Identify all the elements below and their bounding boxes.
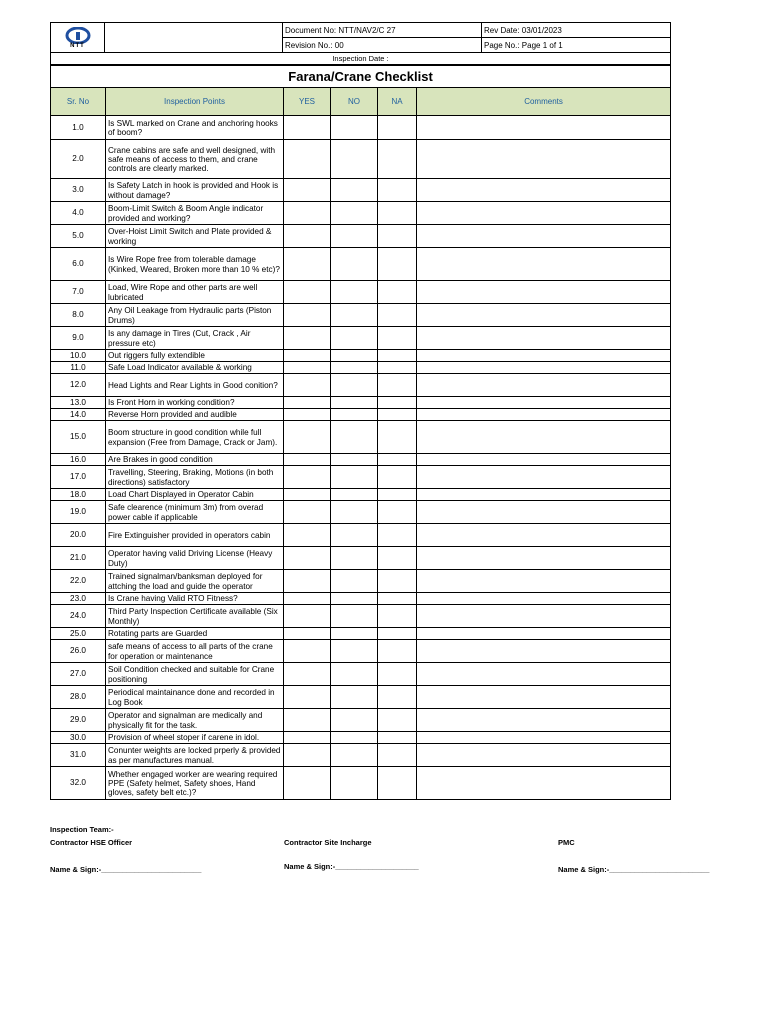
comments-cell[interactable] <box>417 421 671 454</box>
yes-cell[interactable] <box>284 709 331 732</box>
comments-cell[interactable] <box>417 489 671 501</box>
comments-cell[interactable] <box>417 686 671 709</box>
comments-cell[interactable] <box>417 327 671 350</box>
yes-cell[interactable] <box>284 350 331 362</box>
sr-no-cell: 18.0 <box>51 489 106 501</box>
inspection-point-cell: Safe clearence (minimum 3m) from overad power cable if applicable <box>106 501 284 524</box>
no-cell[interactable] <box>331 397 378 409</box>
inspection-point-cell: Boom structure in good condition while full expansion (Free from Damage, Crack or Jam). <box>106 421 284 454</box>
yes-cell[interactable] <box>284 466 331 489</box>
yes-cell[interactable] <box>284 304 331 327</box>
na-cell[interactable] <box>378 421 417 454</box>
inspection-point-cell: Is any damage in Tires (Cut, Crack , Air pressure etc) <box>106 327 284 350</box>
table-row <box>51 628 671 640</box>
yes-cell[interactable] <box>284 663 331 686</box>
comments-cell[interactable] <box>417 570 671 593</box>
header-table <box>50 22 671 65</box>
revision-no: Revision No.: 00 <box>283 38 482 53</box>
na-cell[interactable] <box>378 327 417 350</box>
na-cell[interactable] <box>378 397 417 409</box>
comments-cell[interactable] <box>417 248 671 281</box>
inspection-point-cell: Safe Load Indicator available & working <box>106 362 284 374</box>
yes-cell[interactable] <box>284 605 331 628</box>
table-row <box>51 248 671 281</box>
sr-no-cell: 32.0 <box>51 767 106 800</box>
table-row <box>51 350 671 362</box>
comments-cell[interactable] <box>417 524 671 547</box>
inspection-point-cell: Is Crane having Valid RTO Fitness? <box>106 593 284 605</box>
yes-cell[interactable] <box>284 454 331 466</box>
na-cell[interactable] <box>378 454 417 466</box>
comments-cell[interactable] <box>417 663 671 686</box>
yes-cell[interactable] <box>284 686 331 709</box>
blank-header-cell <box>105 23 283 53</box>
yes-cell[interactable] <box>284 409 331 421</box>
sr-no-cell: 22.0 <box>51 570 106 593</box>
comments-cell[interactable] <box>417 466 671 489</box>
yes-cell[interactable] <box>284 179 331 202</box>
rev-date: Rev Date: 03/01/2023 <box>482 23 671 38</box>
comments-cell[interactable] <box>417 454 671 466</box>
table-row <box>51 179 671 202</box>
sr-no-cell: 30.0 <box>51 732 106 744</box>
comments-cell[interactable] <box>417 640 671 663</box>
inspection-point-cell: Load, Wire Rope and other parts are well lubricated <box>106 281 284 304</box>
no-cell[interactable] <box>331 454 378 466</box>
yes-cell[interactable] <box>284 524 331 547</box>
inspection-point-cell: Periodical maintainance done and recorded in Log Book <box>106 686 284 709</box>
col-comments: Comments <box>417 88 671 116</box>
inspection-point-cell: Third Party Inspection Certificate available (Six Monthly) <box>106 605 284 628</box>
no-cell[interactable] <box>331 547 378 570</box>
comments-cell[interactable] <box>417 362 671 374</box>
inspection-point-cell: Head Lights and Rear Lights in Good conition? <box>106 374 284 397</box>
no-cell[interactable] <box>331 628 378 640</box>
inspection-point-cell: Conunter weights are locked prperly & provided as per manufactures manual. <box>106 744 284 767</box>
na-cell[interactable] <box>378 593 417 605</box>
inspection-point-cell: Load Chart Displayed in Operator Cabin <box>106 489 284 501</box>
table-row <box>51 374 671 397</box>
na-cell[interactable] <box>378 304 417 327</box>
yes-cell[interactable] <box>284 489 331 501</box>
na-cell[interactable] <box>378 350 417 362</box>
inspection-point-cell: Any Oil Leakage from Hydraulic parts (Piston Drums) <box>106 304 284 327</box>
table-row <box>51 454 671 466</box>
sr-no-cell: 19.0 <box>51 501 106 524</box>
sr-no-cell: 23.0 <box>51 593 106 605</box>
inspection-point-cell: Boom-Limit Switch & Boom Angle indicator provided and working? <box>106 202 284 225</box>
na-cell[interactable] <box>378 709 417 732</box>
sr-no-cell: 4.0 <box>51 202 106 225</box>
comments-cell[interactable] <box>417 732 671 744</box>
sr-no-cell: 10.0 <box>51 350 106 362</box>
contractor-hse-label: Contractor HSE Officer <box>50 838 133 847</box>
table-row <box>51 593 671 605</box>
sr-no-cell: 28.0 <box>51 686 106 709</box>
inspection-point-cell: Is Front Horn in working condition? <box>106 397 284 409</box>
comments-cell[interactable] <box>417 397 671 409</box>
ntt-logo-icon <box>65 27 91 44</box>
sr-no-cell: 15.0 <box>51 421 106 454</box>
table-row <box>51 732 671 744</box>
col-no: NO <box>331 88 378 116</box>
yes-cell[interactable] <box>284 116 331 140</box>
table-row <box>51 421 671 454</box>
checklist-rows <box>51 116 671 800</box>
no-cell[interactable] <box>331 686 378 709</box>
hse-signature-line: Name & Sign:-________________________ <box>50 865 202 874</box>
comments-cell[interactable] <box>417 628 671 640</box>
col-inspection-points: Inspection Points <box>106 88 284 116</box>
no-cell[interactable] <box>331 304 378 327</box>
na-cell[interactable] <box>378 409 417 421</box>
no-cell[interactable] <box>331 489 378 501</box>
comments-cell[interactable] <box>417 501 671 524</box>
yes-cell[interactable] <box>284 140 331 179</box>
yes-cell[interactable] <box>284 225 331 248</box>
table-row <box>51 744 671 767</box>
table-row <box>51 686 671 709</box>
sr-no-cell: 16.0 <box>51 454 106 466</box>
na-cell[interactable] <box>378 248 417 281</box>
na-cell[interactable] <box>378 640 417 663</box>
no-cell[interactable] <box>331 593 378 605</box>
inspection-point-cell: Travelling, Steering, Braking, Motions (in both directions) satisfactory <box>106 466 284 489</box>
na-cell[interactable] <box>378 489 417 501</box>
sr-no-cell: 31.0 <box>51 744 106 767</box>
sr-no-cell: 5.0 <box>51 225 106 248</box>
comments-cell[interactable] <box>417 593 671 605</box>
na-cell[interactable] <box>378 374 417 397</box>
inspection-point-cell: Over-Hoist Limit Switch and Plate provided & working <box>106 225 284 248</box>
na-cell[interactable] <box>378 628 417 640</box>
sr-no-cell: 3.0 <box>51 179 106 202</box>
yes-cell[interactable] <box>284 593 331 605</box>
no-cell[interactable] <box>331 501 378 524</box>
na-cell[interactable] <box>378 524 417 547</box>
yes-cell[interactable] <box>284 570 331 593</box>
yes-cell[interactable] <box>284 248 331 281</box>
pmc-label: PMC <box>558 838 575 847</box>
inspection-point-cell: Reverse Horn provided and audible <box>106 409 284 421</box>
na-cell[interactable] <box>378 686 417 709</box>
inspection-point-cell: Provision of wheel stoper if carene in idol. <box>106 732 284 744</box>
na-cell[interactable] <box>378 225 417 248</box>
table-row <box>51 116 671 140</box>
inspection-point-cell: Is SWL marked on Crane and anchoring hooks of boom? <box>106 116 284 140</box>
sr-no-cell: 24.0 <box>51 605 106 628</box>
col-sr-no: Sr. No <box>51 88 106 116</box>
no-cell[interactable] <box>331 409 378 421</box>
page-no: Page No.: Page 1 of 1 <box>482 38 671 53</box>
document-no: Document No: NTT/NAV2/C 27 <box>283 23 482 38</box>
inspection-point-cell: safe means of access to all parts of the crane for operation or maintenance <box>106 640 284 663</box>
comments-cell[interactable] <box>417 709 671 732</box>
comments-cell[interactable] <box>417 202 671 225</box>
yes-cell[interactable] <box>284 501 331 524</box>
sr-no-cell: 27.0 <box>51 663 106 686</box>
logo-text: NTT <box>70 43 85 49</box>
inspection-point-cell: Trained signalman/banksman deployed for attching the load and guide the operator <box>106 570 284 593</box>
sr-no-cell: 13.0 <box>51 397 106 409</box>
yes-cell[interactable] <box>284 327 331 350</box>
sr-no-cell: 2.0 <box>51 140 106 179</box>
no-cell[interactable] <box>331 140 378 179</box>
table-row <box>51 397 671 409</box>
sr-no-cell: 17.0 <box>51 466 106 489</box>
sr-no-cell: 20.0 <box>51 524 106 547</box>
table-row <box>51 709 671 732</box>
inspection-point-cell: Soil Condition checked and suitable for Crane positioning <box>106 663 284 686</box>
table-row <box>51 140 671 179</box>
table-row <box>51 466 671 489</box>
no-cell[interactable] <box>331 570 378 593</box>
sr-no-cell: 29.0 <box>51 709 106 732</box>
comments-cell[interactable] <box>417 350 671 362</box>
na-cell[interactable] <box>378 501 417 524</box>
inspection-point-cell: Operator having valid Driving License (Heavy Duty) <box>106 547 284 570</box>
sr-no-cell: 8.0 <box>51 304 106 327</box>
table-row <box>51 570 671 593</box>
no-cell[interactable] <box>331 202 378 225</box>
sr-no-cell: 1.0 <box>51 116 106 140</box>
table-row <box>51 202 671 225</box>
yes-cell[interactable] <box>284 397 331 409</box>
na-cell[interactable] <box>378 732 417 744</box>
inspection-point-cell: Whether engaged worker are wearing required PPE (Safety helmet, Safety shoes, Hand gloves, safety belt etc.)? <box>106 767 284 800</box>
table-row <box>51 362 671 374</box>
comments-cell[interactable] <box>417 374 671 397</box>
table-row <box>51 663 671 686</box>
no-cell[interactable] <box>331 281 378 304</box>
yes-cell[interactable] <box>284 767 331 800</box>
na-cell[interactable] <box>378 179 417 202</box>
inspection-date: Inspection Date : <box>51 53 671 65</box>
no-cell[interactable] <box>331 248 378 281</box>
yes-cell[interactable] <box>284 362 331 374</box>
inspection-point-cell: Is Wire Rope free from tolerable damage (Kinked, Weared, Broken more than 10 % etc)? <box>106 248 284 281</box>
sr-no-cell: 11.0 <box>51 362 106 374</box>
no-cell[interactable] <box>331 362 378 374</box>
comments-cell[interactable] <box>417 140 671 179</box>
sr-no-cell: 25.0 <box>51 628 106 640</box>
comments-cell[interactable] <box>417 116 671 140</box>
page-title: Farana/Crane Checklist <box>51 66 671 88</box>
checklist-document <box>50 22 670 800</box>
inspection-point-cell: Crane cabins are safe and well designed, with safe means of access to them, and crane controls are clearly marked. <box>106 140 284 179</box>
comments-cell[interactable] <box>417 179 671 202</box>
comments-cell[interactable] <box>417 547 671 570</box>
yes-cell[interactable] <box>284 374 331 397</box>
no-cell[interactable] <box>331 350 378 362</box>
table-row <box>51 501 671 524</box>
table-row <box>51 225 671 248</box>
table-row <box>51 489 671 501</box>
na-cell[interactable] <box>378 362 417 374</box>
sr-no-cell: 6.0 <box>51 248 106 281</box>
comments-cell[interactable] <box>417 409 671 421</box>
contractor-site-label: Contractor Site Incharge <box>284 838 372 847</box>
inspection-point-cell: Is Safety Latch in hook is provided and Hook is without damage? <box>106 179 284 202</box>
table-row <box>51 409 671 421</box>
sr-no-cell: 21.0 <box>51 547 106 570</box>
inspection-point-cell: Are Brakes in good condition <box>106 454 284 466</box>
table-row <box>51 640 671 663</box>
no-cell[interactable] <box>331 709 378 732</box>
na-cell[interactable] <box>378 605 417 628</box>
no-cell[interactable] <box>331 744 378 767</box>
comments-cell[interactable] <box>417 225 671 248</box>
col-na: NA <box>378 88 417 116</box>
yes-cell[interactable] <box>284 281 331 304</box>
sr-no-cell: 14.0 <box>51 409 106 421</box>
no-cell[interactable] <box>331 732 378 744</box>
na-cell[interactable] <box>378 547 417 570</box>
comments-cell[interactable] <box>417 767 671 800</box>
yes-cell[interactable] <box>284 640 331 663</box>
comments-cell[interactable] <box>417 281 671 304</box>
no-cell[interactable] <box>331 640 378 663</box>
table-row <box>51 767 671 800</box>
na-cell[interactable] <box>378 202 417 225</box>
na-cell[interactable] <box>378 570 417 593</box>
yes-cell[interactable] <box>284 628 331 640</box>
yes-cell[interactable] <box>284 744 331 767</box>
comments-cell[interactable] <box>417 605 671 628</box>
yes-cell[interactable] <box>284 547 331 570</box>
no-cell[interactable] <box>331 374 378 397</box>
na-cell[interactable] <box>378 281 417 304</box>
no-cell[interactable] <box>331 524 378 547</box>
na-cell[interactable] <box>378 116 417 140</box>
na-cell[interactable] <box>378 663 417 686</box>
inspection-point-cell: Operator and signalman are medically and physically fit for the task. <box>106 709 284 732</box>
no-cell[interactable] <box>331 179 378 202</box>
no-cell[interactable] <box>331 116 378 140</box>
sr-no-cell: 26.0 <box>51 640 106 663</box>
no-cell[interactable] <box>331 421 378 454</box>
col-yes: YES <box>284 88 331 116</box>
inspection-point-cell: Fire Extinguisher provided in operators cabin <box>106 524 284 547</box>
sr-no-cell: 9.0 <box>51 327 106 350</box>
yes-cell[interactable] <box>284 202 331 225</box>
no-cell[interactable] <box>331 327 378 350</box>
no-cell[interactable] <box>331 663 378 686</box>
table-row <box>51 327 671 350</box>
table-row <box>51 304 671 327</box>
comments-cell[interactable] <box>417 744 671 767</box>
na-cell[interactable] <box>378 140 417 179</box>
table-row <box>51 524 671 547</box>
pmc-signature-line: Name & Sign:-________________________ <box>558 865 710 874</box>
na-cell[interactable] <box>378 466 417 489</box>
sr-no-cell: 12.0 <box>51 374 106 397</box>
checklist-table <box>50 65 671 800</box>
inspection-point-cell: Out riggers fully extendible <box>106 350 284 362</box>
site-signature-line: Name & Sign:-____________________ <box>284 862 419 871</box>
yes-cell[interactable] <box>284 421 331 454</box>
no-cell[interactable] <box>331 767 378 800</box>
comments-cell[interactable] <box>417 304 671 327</box>
no-cell[interactable] <box>331 466 378 489</box>
na-cell[interactable] <box>378 744 417 767</box>
na-cell[interactable] <box>378 767 417 800</box>
inspection-team-label: Inspection Team:- <box>50 825 114 834</box>
table-row <box>51 281 671 304</box>
company-logo <box>51 23 105 53</box>
yes-cell[interactable] <box>284 732 331 744</box>
no-cell[interactable] <box>331 605 378 628</box>
sr-no-cell: 7.0 <box>51 281 106 304</box>
table-row <box>51 547 671 570</box>
table-row <box>51 605 671 628</box>
no-cell[interactable] <box>331 225 378 248</box>
inspection-point-cell: Rotating parts are Guarded <box>106 628 284 640</box>
